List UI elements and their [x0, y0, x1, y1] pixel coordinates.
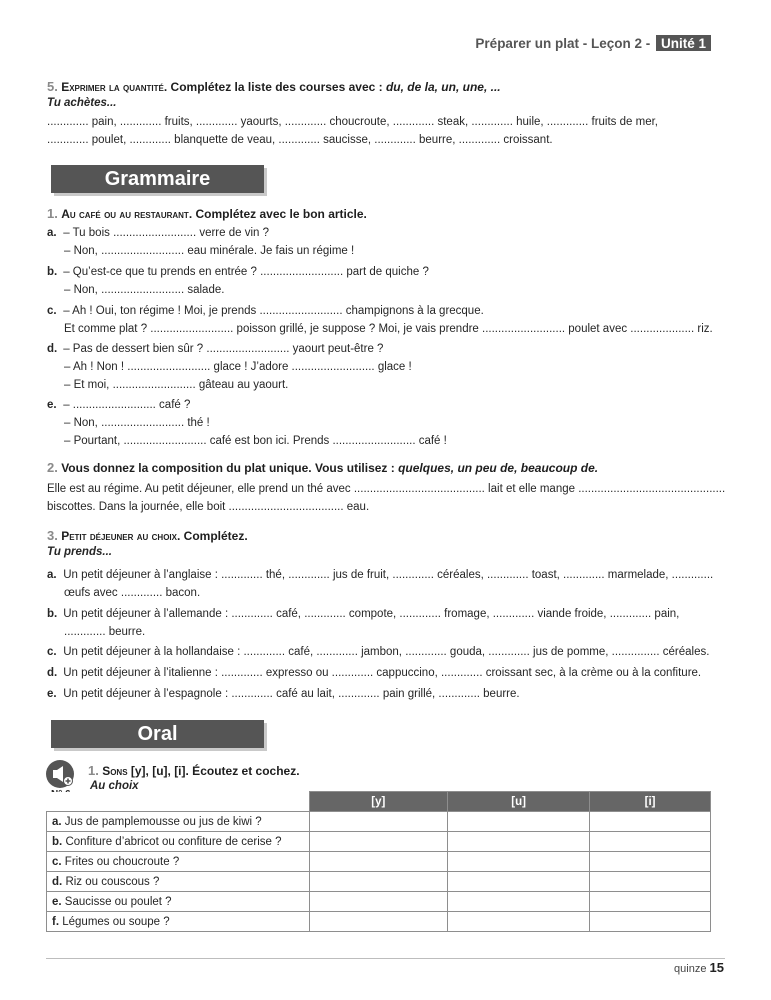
row-label: f. Légumes ou soupe ?: [47, 912, 310, 932]
column-header: [u]: [448, 792, 590, 812]
check-cell[interactable]: [590, 832, 711, 852]
oral-subtitle: Au choix: [90, 780, 139, 792]
page-number-word: quinze: [674, 963, 707, 975]
check-cell[interactable]: [448, 832, 590, 852]
column-header: [y]: [309, 792, 448, 812]
check-cell[interactable]: [309, 852, 448, 872]
exercise-2-line: Elle est au régime. Au petit déjeuner, elle prend un thé avec ......................................... lait et elle mange ..............................................: [47, 483, 726, 495]
check-cell[interactable]: [590, 812, 711, 832]
exercise-1-title: 1. Au café ou au restaurant. Complétez avec le bon article.: [47, 206, 367, 221]
exercise-3-item-c: c. Un petit déjeuner à la hollandaise : ............. café, ............. jambon, ............. gouda, ............. jus de pomme, ............... céréales.: [47, 646, 710, 658]
check-cell[interactable]: [309, 832, 448, 852]
exercise-1-item-d: d. – Pas de dessert bien sûr ? .......................... yaourt peut-être ? – Ah ! Non ! .......................... glace ! J’adore .......................... glace ! – Et moi, .......................... gâteau au yaourt.: [47, 343, 412, 391]
exercise-3-item-e: e. Un petit déjeuner à l’espagnole : ............. café au lait, ............. pain grillé, ............. beurre.: [47, 688, 520, 700]
check-cell[interactable]: [448, 892, 590, 912]
sounds-table: [46, 791, 711, 932]
speaker-icon: [46, 760, 74, 788]
exercise-5-line: ............. poulet, ............. blanquette de veau, ............. saucisse, ............. beurre, ............. croissant.: [47, 134, 553, 146]
exercise-5-line: ............. pain, ............. fruits, ............. yaourts, ............. choucroute, ............. steak, ............. huile, ............. fruits de mer,: [47, 116, 658, 128]
row-label: e. Saucisse ou poulet ?: [47, 892, 310, 912]
table-header-row: [47, 792, 711, 812]
exercise-5-title: 5. Exprimer la quantité. Complétez la liste des courses avec : du, de la, un, une, ...: [47, 79, 501, 94]
check-cell[interactable]: [309, 872, 448, 892]
page-footer: [674, 960, 724, 975]
row-label: c. Frites ou choucroute ?: [47, 852, 310, 872]
page-number: 15: [709, 960, 724, 975]
row-label: d. Riz ou couscous ?: [47, 872, 310, 892]
oral-exercise-title: 1. Sons [y], [u], [i]. Écoutez et cochez.: [88, 763, 300, 778]
exercise-3-item-d: d. Un petit déjeuner à l’italienne : ............. expresso ou ............. cappuccino, ............. croissant sec, à la crème ou à la confiture.: [47, 667, 702, 679]
exercise-3-title: 3. Petit déjeuner au choix. Complétez.: [47, 528, 248, 543]
audio-speaker-icon[interactable]: [46, 760, 74, 788]
exercise-2-line: biscottes. Dans la journée, elle boit .................................... eau.: [47, 501, 370, 513]
exercise-3-subtitle: Tu prends...: [47, 546, 112, 558]
section-oral: Oral: [51, 720, 264, 748]
table-row: [47, 832, 711, 852]
table-row: [47, 812, 711, 832]
unit-badge: Unité 1: [656, 35, 711, 51]
row-label: b. Confiture d’abricot ou confiture de cerise ?: [47, 832, 310, 852]
exercise-5-subtitle: Tu achètes...: [47, 97, 117, 109]
table-row: [47, 852, 711, 872]
column-header: [i]: [590, 792, 711, 812]
exercise-2-title: 2. Vous donnez la composition du plat unique. Vous utilisez : quelques, un peu de, beaucoup de.: [47, 460, 599, 475]
check-cell[interactable]: [309, 892, 448, 912]
row-label: a. Jus de pamplemousse ou jus de kiwi ?: [47, 812, 310, 832]
page-header: [475, 36, 711, 51]
check-cell[interactable]: [448, 852, 590, 872]
check-cell[interactable]: [590, 912, 711, 932]
exercise-1-item-b: b. – Qu’est-ce que tu prends en entrée ? .......................... part de quiche ? – Non, .......................... salade.: [47, 266, 429, 296]
check-cell[interactable]: [590, 872, 711, 892]
section-grammaire: Grammaire: [51, 165, 264, 193]
check-cell[interactable]: [309, 812, 448, 832]
exercise-1-item-e: e. – .......................... café ? – Non, .......................... thé ! – Pourtant, .......................... café est bon ici. Prends .......................... café !: [47, 399, 447, 447]
table-row: [47, 892, 711, 912]
exercise-3-item-a: a. Un petit déjeuner à l’anglaise : ............. thé, ............. jus de fruit, ............. céréales, ............. toast, ............. marmelade, ............. œufs avec ............. bacon.: [47, 569, 714, 599]
exercise-1-item-a: a. – Tu bois .......................... verre de vin ? – Non, .......................... eau minérale. Je fais un régime !: [47, 227, 355, 257]
table-row: [47, 912, 711, 932]
table-row: [47, 872, 711, 892]
lesson-title: Préparer un plat - Leçon 2 -: [475, 36, 651, 51]
check-cell[interactable]: [448, 872, 590, 892]
check-cell[interactable]: [448, 812, 590, 832]
check-cell[interactable]: [309, 912, 448, 932]
check-cell[interactable]: [590, 892, 711, 912]
check-cell[interactable]: [590, 852, 711, 872]
exercise-1-item-c: c. – Ah ! Oui, ton régime ! Moi, je prends .......................... champignons à la grecque. Et comme plat ? .......................... poisson grillé, je suppose ? Moi, je vais prendre .......................... poulet avec .................... riz.: [47, 305, 713, 335]
exercise-3-item-b: b. Un petit déjeuner à l’allemande : ............. café, ............. compote, ............. fromage, ............. viande froide, ............. pain, ............. beurre.: [47, 608, 680, 638]
check-cell[interactable]: [448, 912, 590, 932]
footer-divider: [46, 958, 725, 959]
